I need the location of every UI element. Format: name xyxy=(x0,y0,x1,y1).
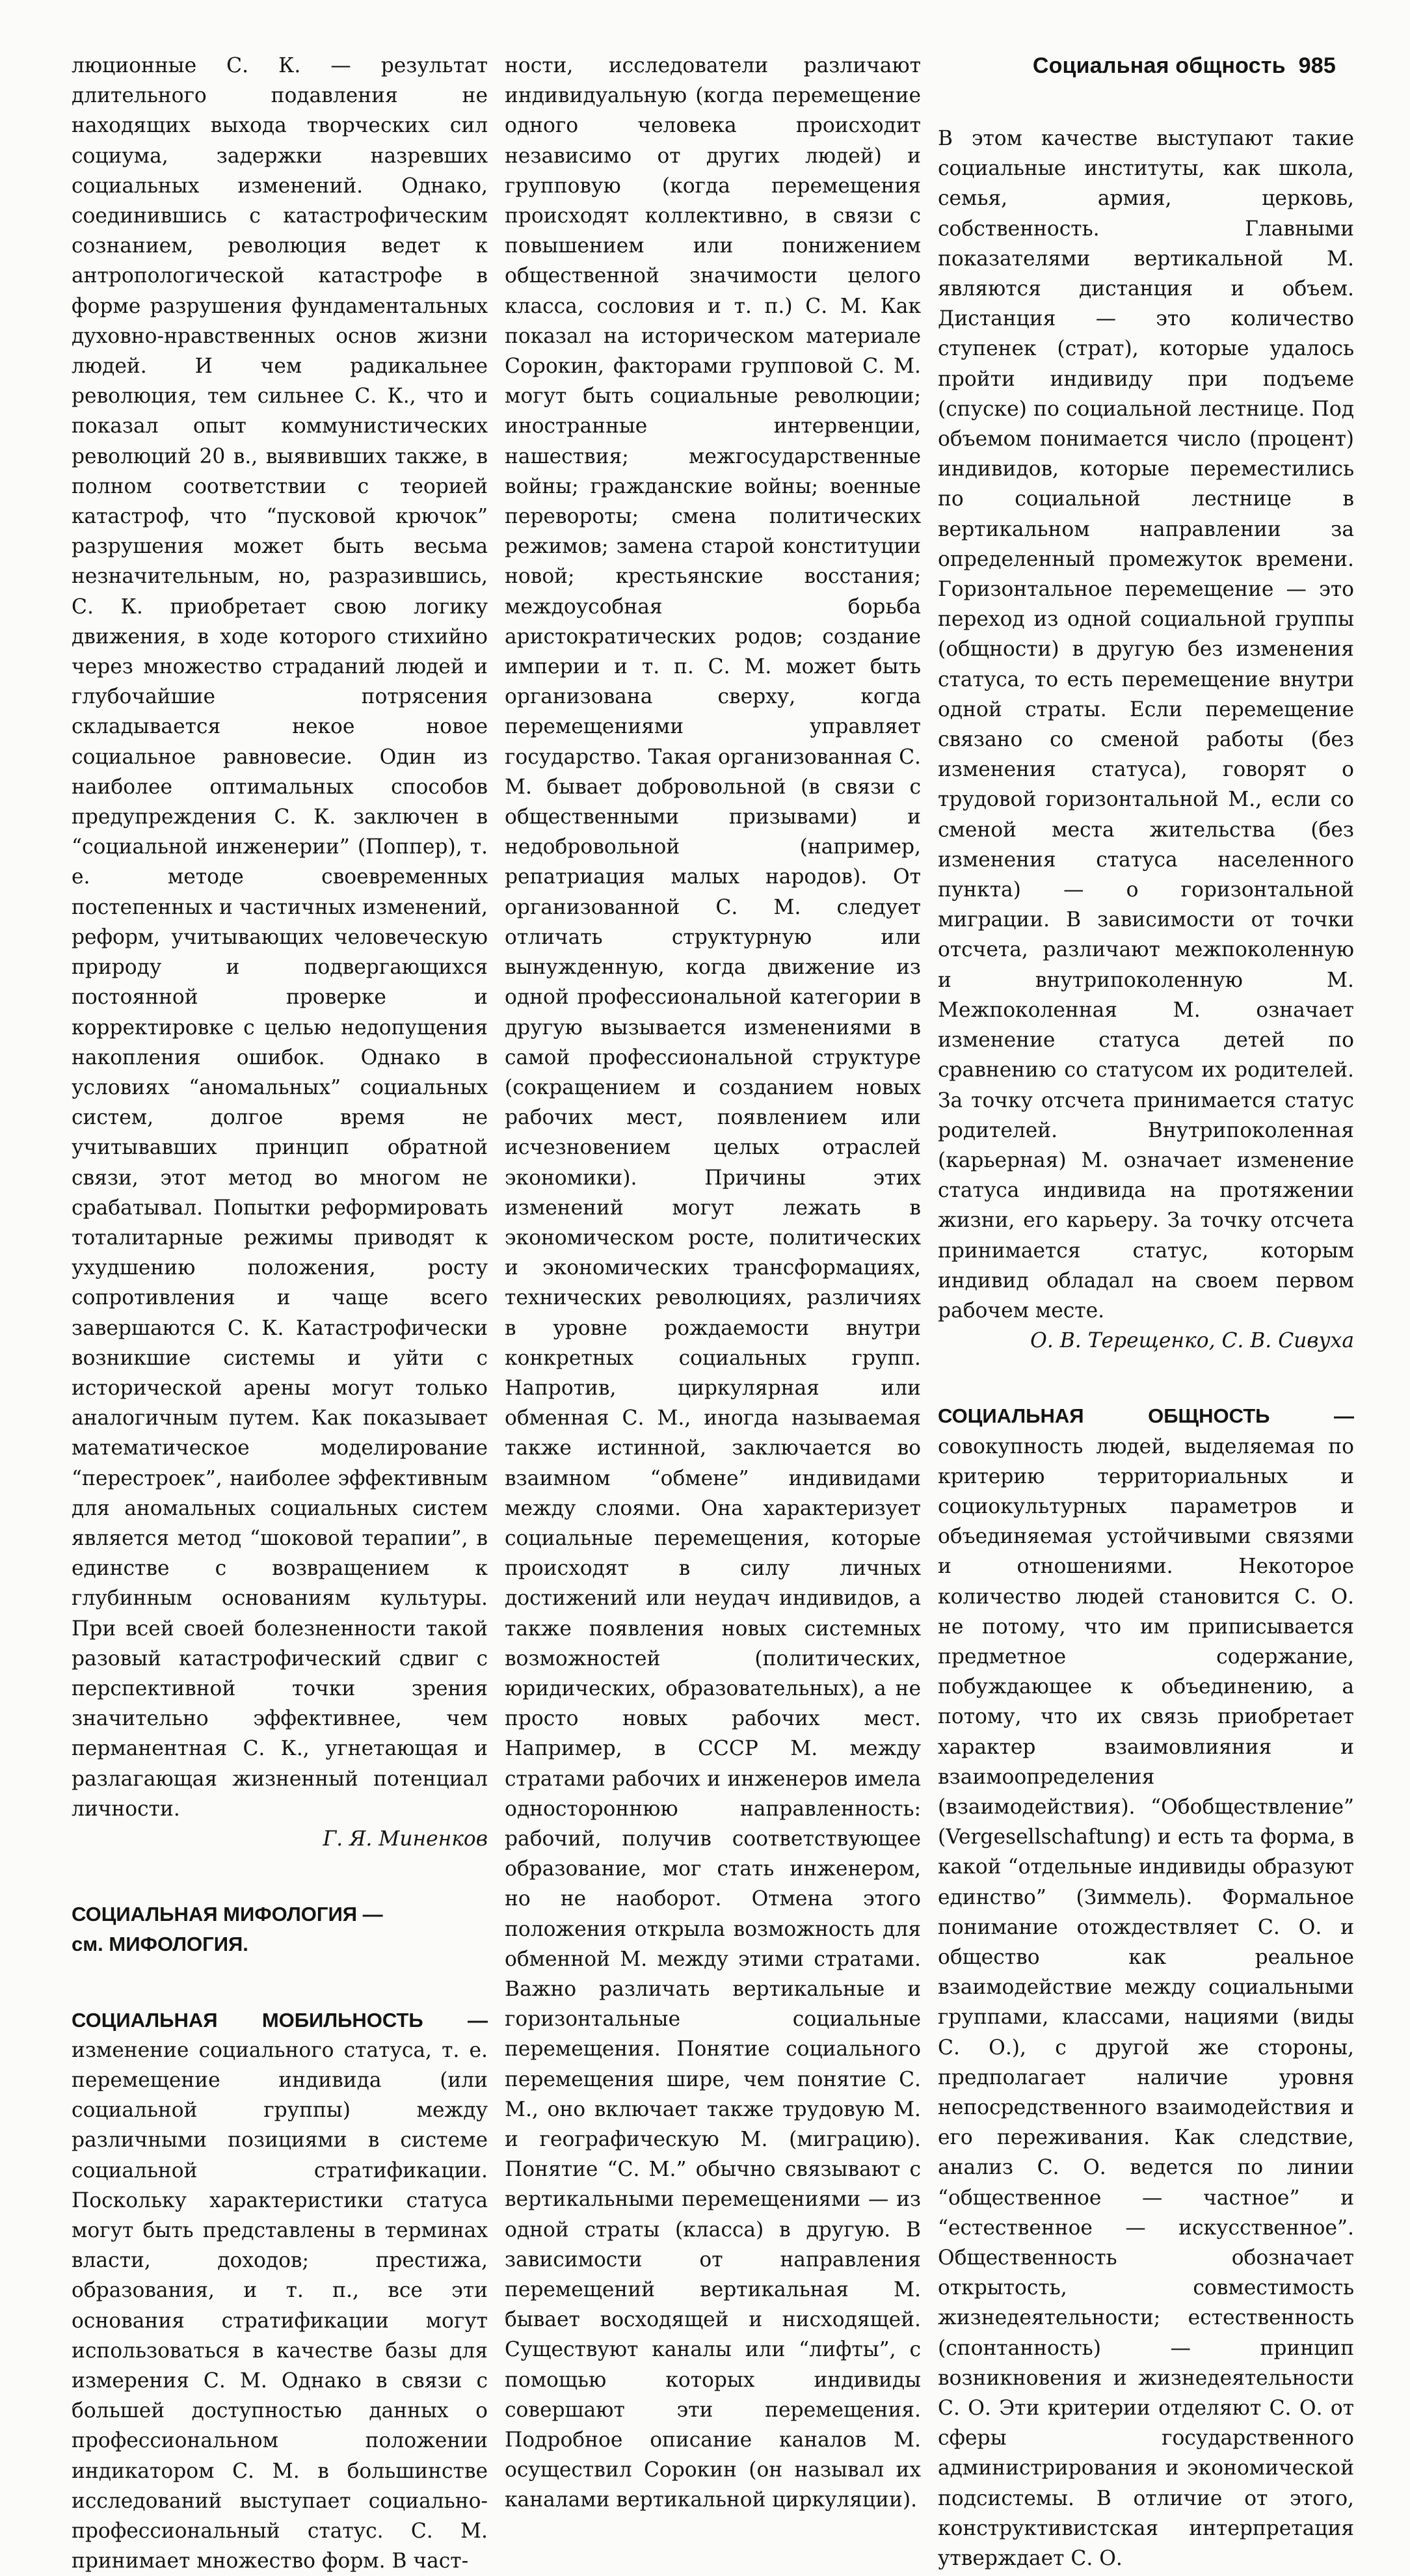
page-number: 985 xyxy=(1298,53,1336,78)
xref-term: СОЦИАЛЬНАЯ МИФОЛОГИЯ — xyxy=(72,1903,383,1926)
entry-gap xyxy=(72,1854,488,1899)
col3-author-1: О. В. Терещенко, С. В. Сивуха xyxy=(1030,1329,1354,1353)
col1-paragraph-1: люционные С. К. — результат длительного подавления не находящих выхода творческих сил социума, задержки назревших социальных изменений. Однако, соединившись с катастрофическим сознанием, революция ведет к антропологической катастрофе в форме разрушения фундаментальных духовно-нравственных основ жизни людей. И чем радикальнее революция, тем сильнее С. К., что и показал опыт коммунистических революций 20 в., выявивших также, в полном соответствии с теорией катастроф, что “пусковой крючок” разрушения может быть весьма незначительным, но, разразившись, С. К. приобретает свою логику движения, в ходе которого стихийно через множество страданий людей и глубочайшие потрясения складывается некое новое социальное равновесие. Один из наиболее оптимальных способов предупреждения С. К. заключен в “социальной инженерии” (Поппер), т. е. методе своевременных постепенных и частичных изменений, реформ, учитывающих человеческую природу и подвергающихся постоянной проверке и корректировке с целью недопущения накопления ошибок. Однако в условиях “аномальных” социальных систем, долгое время не учитывавших принцип обратной связи, этот метод во многом не срабатывал. Попытки реформировать тоталитарные режимы приводят к ухудшению положения, росту сопротивления и чаще всего завершаются С. К. Катастрофически возникшие системы и уйти с исторической арены могут только аналогичным путем. Как показывает математическое моделирование “перестроек”, наиболее эффективным для аномальных социальных систем является метод “шоковой терапии”, в единстве с возвращением к глубинным основаниям культуры. При всей своей болезненности такой разовый катастрофический сдвиг с перспективной точки зрения значительно эффективнее, чем перманентная С. К., угнетающая и разлагающая жизненный потенциал личности. xyxy=(72,54,488,1821)
entry-term-community: СОЦИАЛЬНАЯ ОБЩНОСТЬ — xyxy=(938,1404,1354,1428)
col1-author-1: Г. Я. Миненков xyxy=(323,1827,488,1851)
col1-entry-mobility xyxy=(72,2006,488,2576)
cross-reference-entry xyxy=(72,1899,488,1959)
column-2 xyxy=(505,51,921,2516)
entry-term-mobility: СОЦИАЛЬНАЯ МОБИЛЬНОСТЬ — xyxy=(72,2008,488,2032)
entry-gap xyxy=(72,1960,488,2006)
column-3 xyxy=(938,124,1354,2573)
running-header xyxy=(1033,53,1336,79)
entry-gap xyxy=(938,1356,1354,1401)
header-title: Социальная общность xyxy=(1032,53,1286,78)
column-1 xyxy=(72,51,488,2576)
xref-target: см. МИФОЛОГИЯ. xyxy=(72,1933,248,1956)
col2-paragraph-1: ности, исследователи различают индивидуальную (когда перемещение одного человека происходит независимо от других людей) и групповую (когда перемещения происходят коллективно, в связи с повышением или понижением общественной значимости целого класса, сословия и т. п.) С. М. Как показал на историческом материале Сорокин, факторами групповой С. М. могут быть социальные революции; иностранные интервенции, нашествия; межгосударственные войны; гражданские войны; военные перевороты; смена политических режимов; замена старой конституции новой; крестьянские восстания; междоусобная борьба аристократических родов; создание империи и т. п. С. М. может быть организована сверху, когда перемещениями управляет государство. Такая организованная С. М. бывает добровольной (в связи с общественными призывами) и недобровольной (например, репатриация малых народов). От организованной С. М. следует отличать структурную или вынужденную, когда движение из одной профессиональной категории в другую вызывается изменениями в самой профессиональной структуре (сокращением и созданием новых рабочих мест, появлением или исчезновением целых отраслей экономики). Причины этих изменений могут лежать в экономическом росте, политических и экономических трансформациях, технических революциях, различиях в уровне рождаемости внутри конкретных социальных групп. Напротив, циркулярная или обменная С. М., иногда называемая также истинной, заключается во взаимном “обмене” индивидами между слоями. Она характеризует социальные перемещения, которые происходят в силу личных достижений или неудач индивидов, а также появления новых системных возможностей (политических, юридических, образовательных), а не просто новых рабочих мест. Например, в СССР М. между стратами рабочих и инженеров имела одностороннюю направленность: рабочий, получив соответствующее образование, мог стать инженером, но не наоборот. Отмена этого положения открыла возможность для обменной М. между этими стратами. Важно различать вертикальные и горизонтальные социальные перемещения. Понятие социального перемещения шире, чем понятие С. М., оно включает также трудовую М. и географическую М. (миграцию). Понятие “С. М.” обычно связывают с вертикальными перемещениями — из одной страты (класса) в другую. В зависимости от направления перемещений вертикальная М. бывает восходящей и нисходящей. Существуют каналы или “лифты”, с помощью которых индивиды совершают эти перемещения. Подробное описание каналов М. осуществил Сорокин (он называл их каналами вертикальной циркуляции). xyxy=(505,54,921,2512)
col3-paragraph-2: совокупность людей, выделяемая по критерию территориальных и социокультурных параметров и объединяемая устойчивыми связями и отношениями. Некоторое количество людей становится С. О. не потому, что им приписывается предметное содержание, побуждающее к объединению, а потому, что их связь приобретает характер взаимовлияния и взаимоопределения (взаимодействия). “Обобществление” (Vergesellschaftung) и есть та форма, в какой “отдельные индивиды образуют единство” (Зиммель). Формальное понимание отождествляет С. О. и общество как реальное взаимодействие между социальными группами, классами, нациями (виды С. О.), с другой же стороны, предполагает наличие уровня непосредственного взаимодействия и его переживания. Как следствие, анализ С. О. ведется по линии “общественное — частное” и “естественное — искусственное”. Общественность обозначает открытость, совместимость жизнедеятельности; естественность (спонтанность) — принцип возникновения и жизнедеятельности С. О. Эти критерии отделяют С. О. от сферы государственного администрирования и экономической подсистемы. В отличие от этого, конструктивистская интерпретация утверждает С. О. xyxy=(938,1434,1354,2571)
col3-entry-community xyxy=(938,1401,1354,2573)
col3-paragraph-1: В этом качестве выступают такие социальные институты, как школа, семья, армия, церковь, собственность. Главными показателями вертикальной М. являются дистанция и объем. Дистанция — это количество ступенек (страт), которые удалось пройти индивиду при подъеме (спуске) по социальной лестнице. Под объемом понимается число (процент) индивидов, которые переместились по социальной лестнице в вертикальном направлении за определенный промежуток времени. Горизонтальное перемещение — это переход из одной социальной группы (общности) в другую без изменения статуса, то есть перемещение внутри одной страты. Если перемещение связано со сменой работы (без изменения статуса), говорят о трудовой горизонтальной М., если со сменой места жительства (без изменения статуса населенного пункта) — о горизонтальной миграции. В зависимости от точки отсчета, различают межпоколенную и внутрипоколенную М. Межпоколенная М. означает изменение статуса детей по сравнению со статусом их родителей. За точку отсчета принимается статус родителей. Внутрипоколенная (карьерная) М. означает изменение статуса индивида на протяжении жизни, его карьеру. За точку отсчета принимается статус, которым индивид обладал на своем первом рабочем месте. xyxy=(938,127,1354,1322)
col1-paragraph-2: изменение социального статуса, т. е. перемещение индивида (или социальной группы) между различными позициями в системе социальной стратификации. Поскольку характеристики статуса могут быть представлены в терминах власти, доходов; престижа, образования, и т. п., все эти основания стратификации могут использоваться в качестве базы для измерения С. М. Однако в связи с большей доступностью данных о профессиональном положении индикатором С. М. в большинстве исследований выступает социально-профессиональный статус. С. М. принимает множество форм. В част- xyxy=(72,2038,488,2573)
